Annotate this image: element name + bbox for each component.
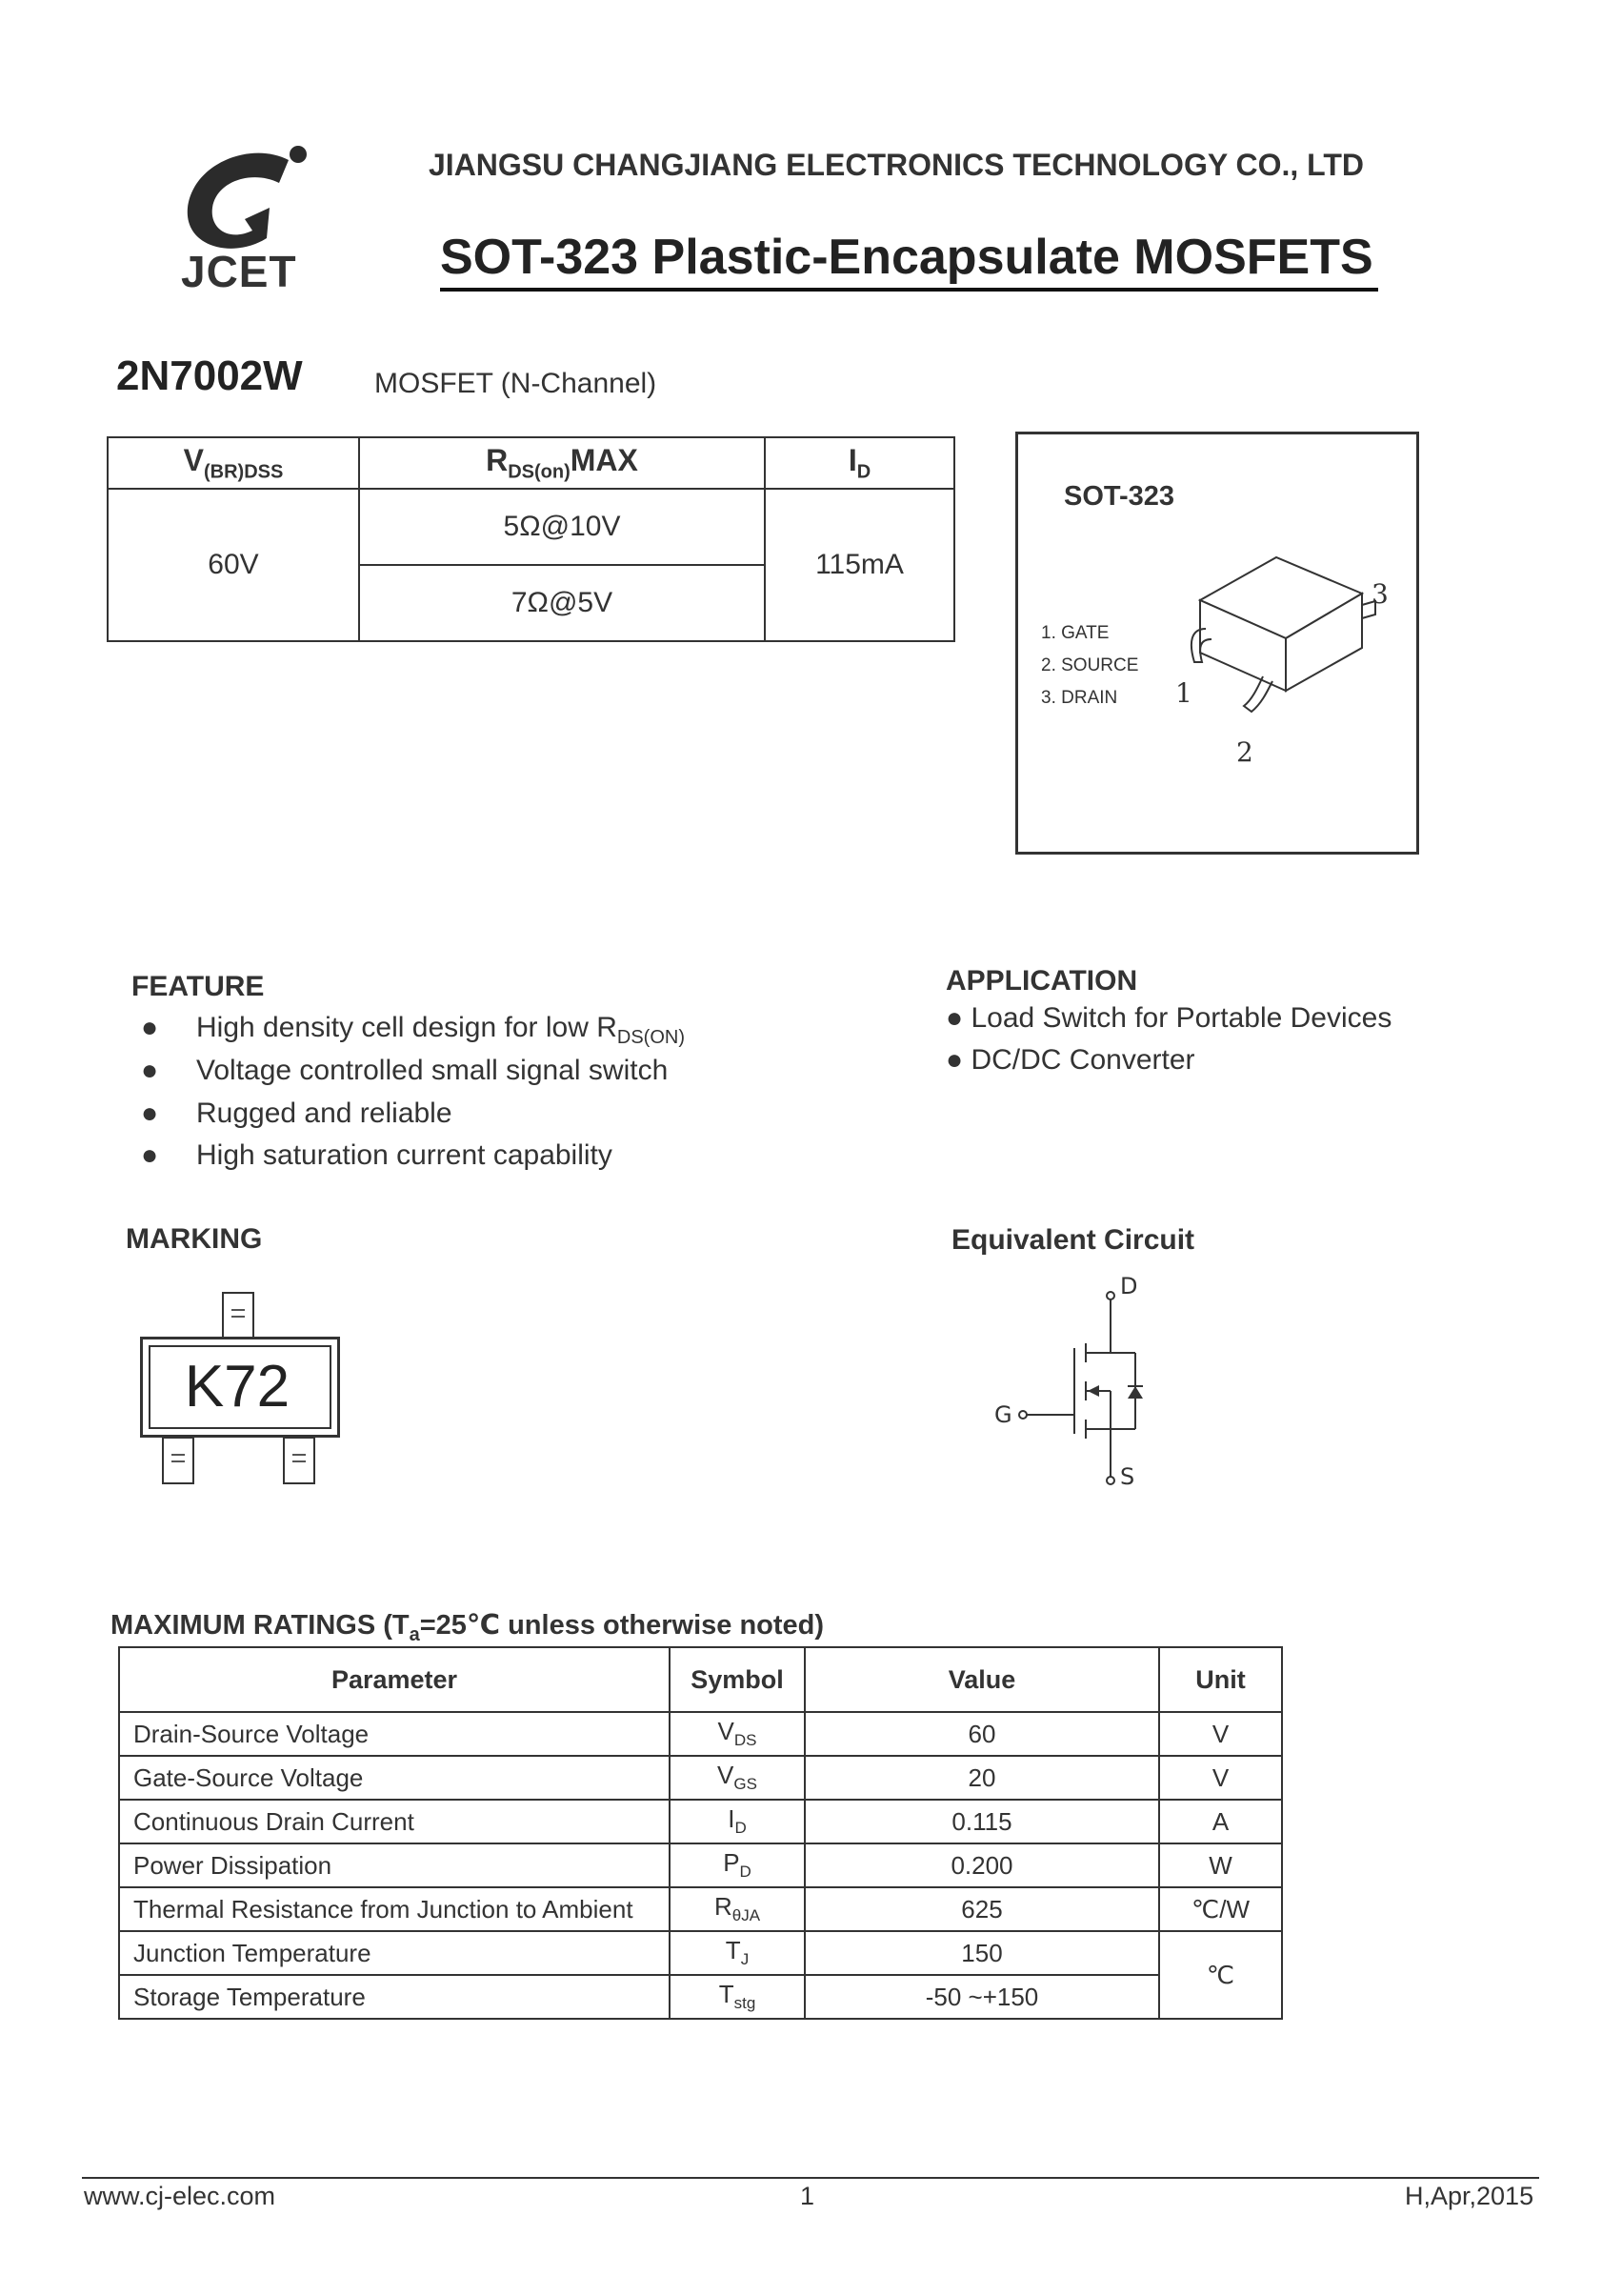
vbr-value: 60V [108,489,359,641]
feature-title: FEATURE [131,971,265,1002]
rds-value-2: 7Ω@5V [359,565,765,641]
summary-table [107,436,955,642]
equivalent-circuit-title: Equivalent Circuit [951,1224,1195,1256]
feature-item: ● High saturation current capability [141,1139,612,1171]
rds-value-1: 5Ω@10V [359,489,765,565]
table-row: Storage Temperature $T_{stg}$ -50 ~+150 [119,1975,1282,2019]
table-row: Junction Temperature $T_J$ 150 ℃ [119,1931,1282,1975]
ratings-table [118,1646,1283,2020]
pin-number-2: 2 [1236,736,1253,768]
footer-rule [82,2177,1539,2179]
footer-website[interactable]: www.cj-elec.com [84,2182,276,2210]
header-vbrdss: $V_{(BR)DSS}$ [108,437,359,489]
circuit-label-d: D [1120,1273,1138,1299]
pin-1-label: 1. GATE [1041,623,1110,643]
equivalent-circuit-diagram [981,1267,1171,1496]
application-title: APPLICATION [946,965,1138,997]
logo-text: JCET [181,247,297,296]
table-row: Thermal Resistance from Junction to Ambient $R_{\theta JA}$ 625 ℃/W [119,1887,1282,1931]
package-drawing [1171,548,1400,776]
part-description: MOSFET (N-Channel) [374,368,657,399]
pin-number-3: 3 [1372,578,1389,610]
ratings-header-symbol: Symbol [670,1647,805,1712]
table-row: Power Dissipation $P_D$ 0.200 W [119,1843,1282,1887]
company-name: JIANGSU CHANGJIANG ELECTRONICS TECHNOLOGY CO., LTD [429,148,1364,182]
table-row: Continuous Drain Current $I_D$ 0.115 A [119,1800,1282,1843]
application-item: ● DC/DC Converter [946,1044,1195,1076]
marking-lead-left [162,1437,194,1484]
marking-lead-right [283,1437,315,1484]
pin-2-label: 2. SOURCE [1041,655,1139,675]
header-rdson: $R_{DS(on)}MAX$ [359,437,765,489]
marking-title: MARKING [126,1223,263,1255]
marking-lead-top [222,1292,254,1339]
circuit-label-s: S [1120,1463,1135,1490]
ratings-header-parameter: Parameter [119,1647,670,1712]
application-item: ● Load Switch for Portable Devices [946,1002,1392,1034]
marking-code: K72 [184,1354,290,1420]
table-row: Gate-Source Voltage $V_{GS}$ 20 V [119,1756,1282,1800]
ratings-header-value: Value [805,1647,1159,1712]
circuit-label-g: G [994,1401,1012,1428]
feature-item: ● High density cell design for low $R_{DS(ON)}$ [141,1012,685,1048]
feature-item: ● Voltage controlled small signal switch [141,1055,669,1086]
pin-number-1: 1 [1175,677,1192,709]
feature-item: ● Rugged and reliable [141,1098,452,1129]
ratings-title: MAXIMUM RATINGS ($T_a=25℃$ unless otherwise noted) [110,1610,825,1645]
title-underline [440,288,1378,292]
package-title: SOT-323 [1064,481,1175,512]
table-row: Drain-Source Voltage $V_{DS}$ 60 V [119,1712,1282,1756]
page-number: 1 [800,2182,815,2210]
ratings-header-unit: Unit [1159,1647,1282,1712]
id-value: 115mA [765,489,954,641]
pin-3-label: 3. DRAIN [1041,688,1118,708]
header-id: $I_D$ [765,437,954,489]
document-title: SOT-323 Plastic-Encapsulate MOSFETS [440,230,1373,285]
revision-date: H,Apr,2015 [1405,2182,1534,2210]
part-number: 2N7002W [116,352,303,399]
